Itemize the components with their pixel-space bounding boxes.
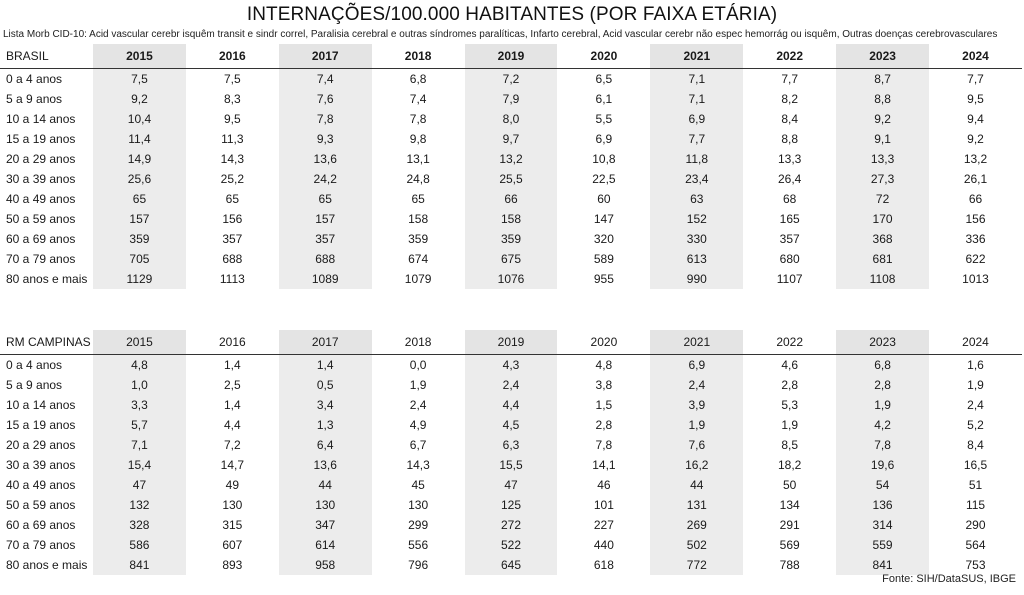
table-row xyxy=(0,375,1022,395)
table-cell: 7,2 xyxy=(465,69,558,90)
age-group-label: 70 a 79 anos xyxy=(6,538,76,552)
column-header-year: 2021 xyxy=(650,330,743,355)
table-cell: 165 xyxy=(779,212,800,226)
table-cell: 227 xyxy=(593,518,614,532)
table-cell: 368 xyxy=(836,229,929,249)
table-cell: 156 xyxy=(222,212,243,226)
table-cell: 130 xyxy=(408,498,429,512)
table-cell: 130 xyxy=(279,495,372,515)
table-cell: 49 xyxy=(225,478,240,492)
table-cell: 753 xyxy=(965,558,986,572)
table-cell: 1089 xyxy=(279,269,372,289)
table-row xyxy=(0,535,1022,555)
table-row xyxy=(0,249,1022,269)
table-cell: 15,5 xyxy=(465,455,558,475)
table-cell: 955 xyxy=(593,272,614,286)
table-cell: 4,6 xyxy=(781,358,799,372)
column-header-year: 2023 xyxy=(836,330,929,355)
table-cell: 13,6 xyxy=(279,455,372,475)
table-row xyxy=(0,189,1022,209)
table-cell: 320 xyxy=(593,232,614,246)
table-cell: 23,4 xyxy=(650,169,743,189)
column-header-year: 2018 xyxy=(372,330,465,355)
table-cell: 622 xyxy=(965,252,986,266)
table-cell: 9,2 xyxy=(836,109,929,129)
table-cell: 8,8 xyxy=(836,89,929,109)
table-cell: 6,9 xyxy=(595,132,613,146)
table-row xyxy=(0,109,1022,129)
table-cell: 50 xyxy=(783,478,797,492)
table-cell: 9,8 xyxy=(409,132,427,146)
table-cell: 6,1 xyxy=(595,92,613,106)
column-header-year: 2020 xyxy=(557,44,650,69)
table-cell: 1,9 xyxy=(967,378,984,392)
column-header-year: 2016 xyxy=(186,44,279,69)
table-cell: 680 xyxy=(779,252,800,266)
table-cell: 7,1 xyxy=(93,435,186,455)
table-cell: 502 xyxy=(650,535,743,555)
table-cell: 1,6 xyxy=(967,358,984,372)
age-group-label: 10 a 14 anos xyxy=(6,398,76,412)
table-cell: 13,1 xyxy=(406,152,430,166)
table-cell: 893 xyxy=(222,558,243,572)
table-cell: 7,8 xyxy=(279,109,372,129)
table-cell: 586 xyxy=(93,535,186,555)
age-group-label: 20 a 29 anos xyxy=(6,152,76,166)
table-row xyxy=(0,129,1022,149)
table-cell: 9,3 xyxy=(279,129,372,149)
table-row xyxy=(0,89,1022,109)
table-cell: 9,5 xyxy=(967,92,984,106)
table-cell: 614 xyxy=(279,535,372,555)
table-cell: 559 xyxy=(836,535,929,555)
table-cell: 2,4 xyxy=(967,398,984,412)
table-cell: 25,5 xyxy=(465,169,558,189)
source-note: Fonte: SIH/DataSUS, IBGE xyxy=(882,573,1016,585)
table-cell: 5,5 xyxy=(595,112,613,126)
column-header-year: 2017 xyxy=(279,330,372,355)
table-cell: 7,6 xyxy=(650,435,743,455)
table-cell: 14,3 xyxy=(406,458,430,472)
table-cell: 66 xyxy=(465,189,558,209)
table-row xyxy=(0,455,1022,475)
table-cell: 60 xyxy=(597,192,611,206)
table-cell: 357 xyxy=(279,229,372,249)
region-label: BRASIL xyxy=(0,44,93,69)
table-cell: 132 xyxy=(93,495,186,515)
table-row xyxy=(0,169,1022,189)
age-group-label: 15 a 19 anos xyxy=(6,132,76,146)
table-cell: 45 xyxy=(411,478,425,492)
table-cell: 357 xyxy=(779,232,800,246)
table-row xyxy=(0,69,1022,90)
column-header-year: 2024 xyxy=(929,44,1022,69)
table-cell: 6,4 xyxy=(279,435,372,455)
table-cell: 7,8 xyxy=(595,438,613,452)
table-cell: 6,9 xyxy=(650,355,743,376)
table-cell: 6,9 xyxy=(650,109,743,129)
age-group-label: 0 a 4 anos xyxy=(6,358,63,372)
table-cell: 9,4 xyxy=(967,112,984,126)
table-cell: 705 xyxy=(93,249,186,269)
table-cell: 7,5 xyxy=(223,72,241,86)
table-cell: 8,2 xyxy=(781,92,799,106)
column-header-year: 2022 xyxy=(743,44,836,69)
table-row xyxy=(0,435,1022,455)
table-cell: 65 xyxy=(93,189,186,209)
table-cell: 4,9 xyxy=(409,418,427,432)
table-cell: 359 xyxy=(465,229,558,249)
table-cell: 4,8 xyxy=(93,355,186,376)
table-cell: 9,2 xyxy=(93,89,186,109)
table-cell: 6,7 xyxy=(409,438,427,452)
table-cell: 1,9 xyxy=(650,415,743,435)
table-cell: 1,9 xyxy=(781,418,799,432)
table-cell: 589 xyxy=(593,252,614,266)
table-cell: 328 xyxy=(93,515,186,535)
table-cell: 2,4 xyxy=(465,375,558,395)
table-cell: 841 xyxy=(93,555,186,575)
table-cell: 4,8 xyxy=(595,358,613,372)
column-header-year: 2021 xyxy=(650,44,743,69)
table-cell: 958 xyxy=(279,555,372,575)
table-cell: 291 xyxy=(779,518,800,532)
table-cell: 14,7 xyxy=(220,458,245,472)
age-group-label: 0 a 4 anos xyxy=(6,72,63,86)
table-cell: 18,2 xyxy=(778,458,802,472)
table-cell: 170 xyxy=(836,209,929,229)
table-cell: 63 xyxy=(650,189,743,209)
age-group-label: 60 a 69 anos xyxy=(6,518,76,532)
age-group-label: 10 a 14 anos xyxy=(6,112,76,126)
table-cell: 6,3 xyxy=(465,435,558,455)
table-cell: 13,6 xyxy=(279,149,372,169)
column-header-year: 2015 xyxy=(93,44,186,69)
age-group-label: 40 a 49 anos xyxy=(6,478,76,492)
table-cell: 4,3 xyxy=(465,355,558,376)
table-cell: 7,7 xyxy=(650,129,743,149)
table-cell: 25,2 xyxy=(220,172,245,186)
table-cell: 1129 xyxy=(93,269,186,289)
table-cell: 10,8 xyxy=(592,152,616,166)
table-cell: 8,5 xyxy=(781,438,799,452)
table-cell: 336 xyxy=(965,232,986,246)
table-cell: 1,0 xyxy=(93,375,186,395)
table-cell: 1108 xyxy=(836,269,929,289)
table-cell: 7,4 xyxy=(409,92,427,106)
age-group-label: 50 a 59 anos xyxy=(6,212,76,226)
table-cell: 13,3 xyxy=(778,152,802,166)
table-cell: 44 xyxy=(650,475,743,495)
table-cell: 13,2 xyxy=(465,149,558,169)
table-cell: 990 xyxy=(650,269,743,289)
table-cell: 1079 xyxy=(404,272,432,286)
table-cell: 101 xyxy=(593,498,614,512)
table-cell: 269 xyxy=(650,515,743,535)
table-cell: 4,5 xyxy=(465,415,558,435)
table-cell: 7,4 xyxy=(279,69,372,90)
table-cell: 68 xyxy=(783,192,797,206)
table-cell: 25,6 xyxy=(93,169,186,189)
table-cell: 65 xyxy=(411,192,425,206)
column-header-year: 2019 xyxy=(465,44,558,69)
table-cell: 569 xyxy=(779,538,800,552)
column-header-year: 2017 xyxy=(279,44,372,69)
age-group-label: 5 a 9 anos xyxy=(6,378,63,392)
chart-subtitle: Lista Morb CID-10: Acid vascular cerebr isquêm transit e sindr correl, Paralisia cerebral e outras síndromes paralíticas, Infarto cerebral, Acid vascular cerebr não espec hemorrág ou isquêm, Outras doenças cerebrovasculares xyxy=(3,29,998,40)
table-cell: 51 xyxy=(968,478,983,492)
table-cell: 675 xyxy=(465,249,558,269)
column-header-year: 2022 xyxy=(743,330,836,355)
table-cell: 6,8 xyxy=(409,72,427,86)
table-cell: 136 xyxy=(836,495,929,515)
table-cell: 11,4 xyxy=(93,129,186,149)
table-cell: 299 xyxy=(408,518,429,532)
age-group-label: 80 anos e mais xyxy=(6,558,88,572)
table-cell: 556 xyxy=(408,538,429,552)
age-group-label: 50 a 59 anos xyxy=(6,498,76,512)
table-cell: 14,9 xyxy=(93,149,186,169)
table-cell: 16,5 xyxy=(963,458,988,472)
table-cell: 1,4 xyxy=(223,358,241,372)
table-rm-campinas xyxy=(0,330,1022,575)
table-cell: 24,2 xyxy=(279,169,372,189)
table-cell: 11,8 xyxy=(650,149,743,169)
table-cell: 16,2 xyxy=(650,455,743,475)
table-cell: 9,2 xyxy=(967,132,984,146)
table-cell: 72 xyxy=(836,189,929,209)
table-cell: 613 xyxy=(650,249,743,269)
table-cell: 9,7 xyxy=(465,129,558,149)
table-cell: 2,8 xyxy=(595,418,613,432)
table-cell: 26,1 xyxy=(963,172,988,186)
table-cell: 158 xyxy=(408,212,429,226)
table-row xyxy=(0,495,1022,515)
table-cell: 6,8 xyxy=(836,355,929,376)
table-cell: 359 xyxy=(93,229,186,249)
table-cell: 158 xyxy=(465,209,558,229)
table-cell: 4,2 xyxy=(836,415,929,435)
column-header-year: 2015 xyxy=(93,330,186,355)
table-cell: 522 xyxy=(465,535,558,555)
age-group-label: 60 a 69 anos xyxy=(6,232,76,246)
table-cell: 8,3 xyxy=(223,92,241,106)
table-cell: 7,7 xyxy=(967,72,984,86)
table-cell: 0,5 xyxy=(279,375,372,395)
table-cell: 2,8 xyxy=(781,378,799,392)
table-cell: 618 xyxy=(593,558,614,572)
table-cell: 3,9 xyxy=(650,395,743,415)
table-cell: 357 xyxy=(222,232,243,246)
table-cell: 24,8 xyxy=(406,172,430,186)
table-cell: 347 xyxy=(279,515,372,535)
table-cell: 26,4 xyxy=(778,172,802,186)
table-cell: 2,4 xyxy=(409,398,427,412)
region-label: RM CAMPINAS xyxy=(0,330,93,355)
table-cell: 156 xyxy=(965,212,986,226)
age-group-label: 5 a 9 anos xyxy=(6,92,63,106)
table-cell: 796 xyxy=(408,558,429,572)
column-header-year: 2019 xyxy=(465,330,558,355)
chart-title: INTERNAÇÕES/100.000 HABITANTES (POR FAIXA ETÁRIA) xyxy=(246,4,778,25)
table-cell: 772 xyxy=(650,555,743,575)
table-cell: 115 xyxy=(965,498,986,512)
table-cell: 5,7 xyxy=(93,415,186,435)
table-cell: 134 xyxy=(779,498,800,512)
table-cell: 607 xyxy=(222,538,243,552)
table-cell: 688 xyxy=(222,252,243,266)
table-cell: 47 xyxy=(465,475,558,495)
table-cell: 5,2 xyxy=(967,418,984,432)
table-header-row xyxy=(0,44,1022,69)
table-cell: 5,3 xyxy=(781,398,799,412)
table-cell: 688 xyxy=(279,249,372,269)
table-row xyxy=(0,515,1022,535)
age-group-label: 30 a 39 anos xyxy=(6,458,76,472)
table-cell: 9,5 xyxy=(223,112,241,126)
table-cell: 47 xyxy=(93,475,186,495)
age-group-label: 20 a 29 anos xyxy=(6,438,76,452)
table-cell: 125 xyxy=(465,495,558,515)
table-cell: 7,2 xyxy=(223,438,241,452)
table-cell: 1,4 xyxy=(279,355,372,376)
table-cell: 157 xyxy=(93,209,186,229)
table-cell: 674 xyxy=(408,252,429,266)
table-row xyxy=(0,209,1022,229)
table-cell: 841 xyxy=(836,555,929,575)
table-row xyxy=(0,355,1022,376)
table-cell: 1107 xyxy=(776,272,803,286)
table-cell: 788 xyxy=(779,558,800,572)
table-cell: 8,0 xyxy=(465,109,558,129)
table-cell: 14,3 xyxy=(220,152,245,166)
table-cell: 359 xyxy=(408,232,429,246)
table-row xyxy=(0,475,1022,495)
table-cell: 7,1 xyxy=(650,89,743,109)
table-cell: 0,0 xyxy=(409,358,427,372)
table-cell: 3,8 xyxy=(595,378,613,392)
table-cell: 65 xyxy=(279,189,372,209)
table-cell: 315 xyxy=(222,518,243,532)
table-cell: 1,4 xyxy=(223,398,241,412)
table-cell: 4,4 xyxy=(465,395,558,415)
table-cell: 1076 xyxy=(465,269,558,289)
table-cell: 1,3 xyxy=(279,415,372,435)
table-cell: 7,6 xyxy=(279,89,372,109)
table-cell: 13,2 xyxy=(963,152,988,166)
table-header-row xyxy=(0,330,1022,355)
table-cell: 46 xyxy=(597,478,611,492)
table-cell: 9,1 xyxy=(836,129,929,149)
table-cell: 1,5 xyxy=(595,398,613,412)
table-cell: 272 xyxy=(465,515,558,535)
table-cell: 13,3 xyxy=(836,149,929,169)
age-group-label: 80 anos e mais xyxy=(6,272,88,286)
table-cell: 157 xyxy=(279,209,372,229)
table-cell: 11,3 xyxy=(221,132,244,146)
table-cell: 7,8 xyxy=(409,112,427,126)
table-cell: 2,4 xyxy=(650,375,743,395)
table-cell: 1,9 xyxy=(836,395,929,415)
table-cell: 8,7 xyxy=(836,69,929,90)
table-cell: 54 xyxy=(836,475,929,495)
table-cell: 8,4 xyxy=(967,438,984,452)
column-header-year: 2023 xyxy=(836,44,929,69)
table-row xyxy=(0,555,1022,575)
table-cell: 7,8 xyxy=(836,435,929,455)
column-header-year: 2016 xyxy=(186,330,279,355)
table-cell: 681 xyxy=(836,249,929,269)
table-cell: 10,4 xyxy=(93,109,186,129)
table-cell: 1,9 xyxy=(409,378,427,392)
table-cell: 290 xyxy=(965,518,986,532)
table-cell: 152 xyxy=(650,209,743,229)
table-cell: 3,4 xyxy=(279,395,372,415)
table-cell: 6,5 xyxy=(595,72,613,86)
age-group-label: 40 a 49 anos xyxy=(6,192,76,206)
table-row xyxy=(0,415,1022,435)
table-row xyxy=(0,269,1022,289)
table-cell: 22,5 xyxy=(592,172,616,186)
table-cell: 66 xyxy=(968,192,983,206)
table-cell: 645 xyxy=(465,555,558,575)
table-cell: 44 xyxy=(279,475,372,495)
table-cell: 15,4 xyxy=(93,455,186,475)
table-cell: 7,7 xyxy=(781,72,799,86)
table-cell: 7,5 xyxy=(93,69,186,90)
table-cell: 4,4 xyxy=(223,418,241,432)
table-cell: 330 xyxy=(650,229,743,249)
table-cell: 14,1 xyxy=(592,458,616,472)
age-group-label: 15 a 19 anos xyxy=(6,418,76,432)
table-cell: 7,9 xyxy=(465,89,558,109)
table-cell: 564 xyxy=(965,538,986,552)
table-cell: 65 xyxy=(225,192,240,206)
table-cell: 8,8 xyxy=(781,132,799,146)
table-cell: 440 xyxy=(593,538,614,552)
column-header-year: 2020 xyxy=(557,330,650,355)
table-row xyxy=(0,229,1022,249)
table-cell: 3,3 xyxy=(93,395,186,415)
column-header-year: 2018 xyxy=(372,44,465,69)
column-header-year: 2024 xyxy=(929,330,1022,355)
age-group-label: 30 a 39 anos xyxy=(6,172,76,186)
table-cell: 314 xyxy=(836,515,929,535)
table-cell: 2,5 xyxy=(223,378,241,392)
table-row xyxy=(0,149,1022,169)
table-cell: 7,1 xyxy=(650,69,743,90)
age-group-label: 70 a 79 anos xyxy=(6,252,76,266)
table-brasil xyxy=(0,44,1022,289)
table-row xyxy=(0,395,1022,415)
table-cell: 131 xyxy=(650,495,743,515)
table-cell: 1113 xyxy=(219,272,245,286)
table-cell: 1013 xyxy=(962,272,989,286)
table-cell: 130 xyxy=(222,498,243,512)
table-cell: 27,3 xyxy=(836,169,929,189)
table-cell: 19,6 xyxy=(836,455,929,475)
table-cell: 8,4 xyxy=(781,112,799,126)
table-cell: 2,8 xyxy=(836,375,929,395)
table-cell: 147 xyxy=(593,212,614,226)
